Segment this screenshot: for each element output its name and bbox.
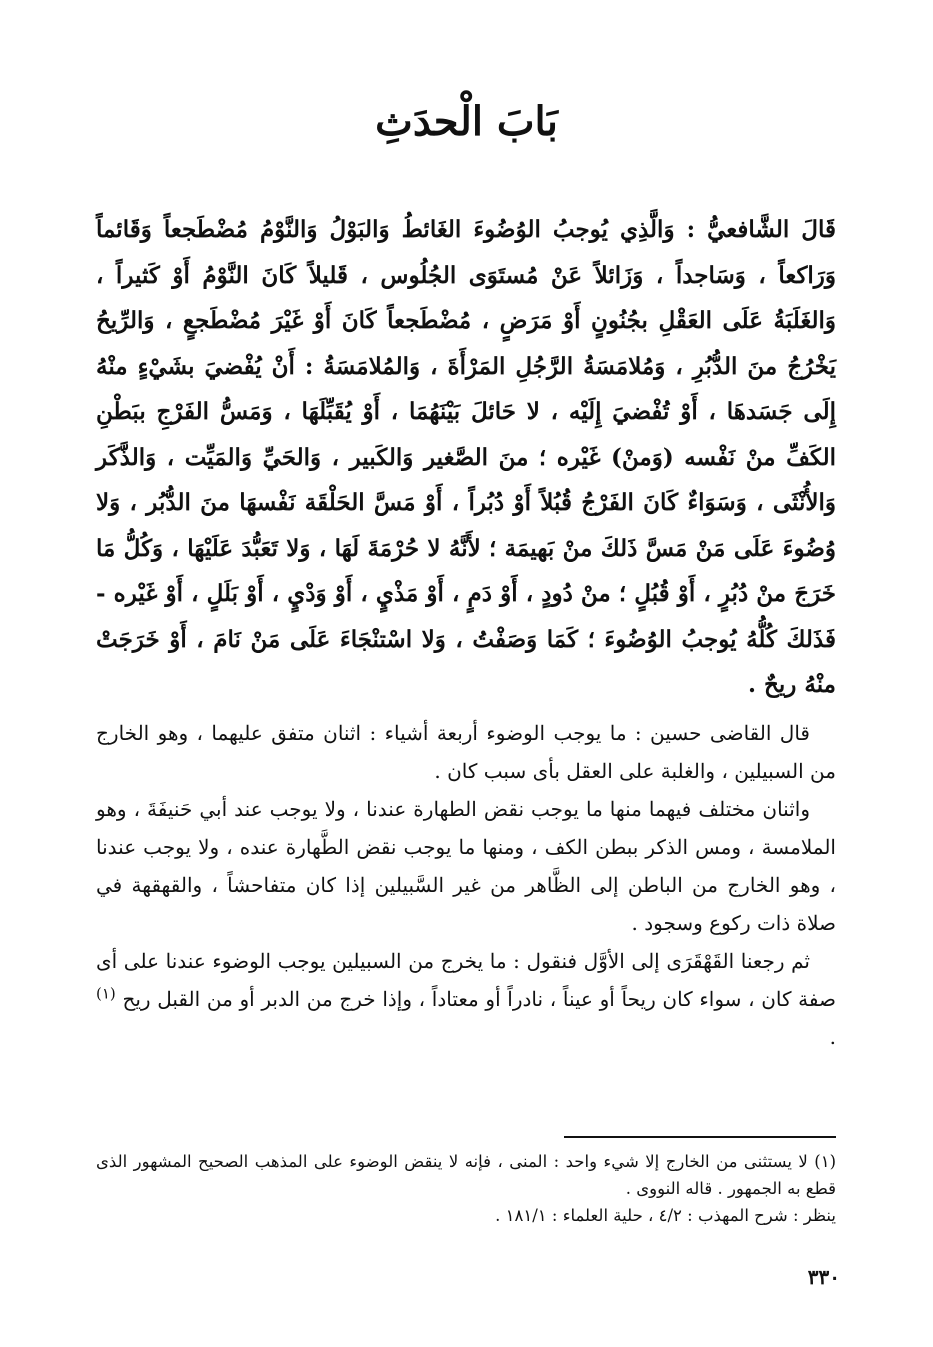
matn-paragraph: قَالَ الشَّافعيُّ : وَالَّذِي يُوجبُ الوُضُوءَ الغَائطُ وَالبَوْلُ وَالنَّوْمُ مُضْطَجعاً وَقَائماً وَرَاكعاً ، وَسَاجداً ، وَزَائلاً عَنْ مُستَوَى الجُلُوس ، قَليلاً كَانَ النَّوْمُ أَوْ كَثيراً ، وَالغَلَبَةُ عَلَى العَقْلِ بجُنُونٍ أَوْ مَرَضٍ ، مُضْطَجعاً كَانَ أَوْ غَيْرَ مُضْطَجعٍ ، وَالرِّيحُ يَخْرُجُ منَ الدُّبُرِ ، وَمُلامَسَةُ الرَّجُلِ المَرْأَةَ ، وَالمُلامَسَةُ : أَنْ يُفْضيَ بشَيْءٍ منْهُ إِلَى جَسَدهَا ، أَوْ تُفْضيَ إِلَيْه ، لا حَائلَ بَيْنَهُمَا ، أَوْ يُقَبِّلَهَا ، وَمَسُّ الفَرْجِ ببَطْنِ الكَفِّ منْ نَفْسه (وَمنْ) غَيْره ؛ منَ الصَّغير وَالكَبير ، وَالحَيِّ وَالمَيِّت ، وَالذَّكَر وَالأُنْثَى ، وَسَوَاءٌ كَانَ الفَرْجُ قُبُلاً أَوْ دُبُراً ، أَوْ مَسَّ الحَلْقَة نَفْسهَا منَ الدُّبُر ، وَلا وُضُوءَ عَلَى مَنْ مَسَّ ذَلكَ منْ بَهيمَة ؛ لأَنَّهُ لا حُرْمَةَ لَهَا ، وَلا تَعَبُّدَ عَلَيْهَا ، وَكُلُّ مَا خَرَجَ منْ دُبُرٍ ، أَوْ قُبُلٍ ؛ منْ دُودٍ ، أَوْ دَمٍ ، أَوْ مَذْيٍ ، أَوْ وَدْيٍ ، أَوْ بَلَلٍ ، أَوْ غَيْره - فَذَلكَ كُلُّهُ يُوجبُ الوُضُوءَ ؛ كَمَا وَصَفْتُ ، وَلا اسْتنْجَاءَ عَلَى مَنْ نَامَ ، أَوْ خَرَجَتْ منْهُ ريحٌ . (96, 216, 836, 698)
sharh-paragraph-1: قال القاضى حسين : ما يوجب الوضوء أربعة أشياء : اثنان متفق عليهما ، وهو الخارج من السبيلين ، والغلبة على العقل بأى سبب كان . (96, 720, 836, 783)
footnotes (96, 1148, 836, 1229)
footnote-1: (١) لا يستثنى من الخارج إلا شيء واحد : المنى ، فإنه لا ينقض الوضوء على المذهب الصحيح المشهور الذى قطع به الجمهور . قاله النووى . (96, 1152, 836, 1198)
chapter-title: بَابَ الْحدَثِ (375, 98, 558, 145)
main-text (96, 207, 836, 1056)
sharh-paragraph-3-text: ثم رجعنا القَهْقَرَى إلى الأوَّل فنقول : ما يخرج من السبيلين يوجب الوضوء عندنا على أى صفة كان ، سواء كان ريحاً أو عيناً ، نادراً أو معتاداً ، وإذا خرج من الدبر أو من القبل ريح (96, 948, 836, 1011)
footnote-separator (564, 1136, 836, 1138)
page-number: ٣٣٠ (807, 1265, 840, 1289)
sharh-paragraph-3-end: . (829, 1024, 836, 1049)
sharh-paragraph-2: واثنان مختلف فيهما منها ما يوجب نقض الطهارة عندنا ، ولا يوجب عند أبي حَنيفَةَ ، وهو الملامسة ، ومس الذكر ببطن الكف ، ومنها ما يوجب نقض الطَّهارة عنده ، ولا يوجب عندنا ، وهو الخارج من الباطن إلى الظَّاهر من غير السَّبيلين إذا كان متفاحشاً ، والقهقهة في صلاة ذات ركوع وسجود . (96, 796, 836, 935)
footnote-reference[interactable]: (١) (96, 983, 116, 1002)
footnote-1-reference: ينظر : شرح المهذب : ٤/٢ ، حلية العلماء : ١٨١/١ . (495, 1206, 836, 1225)
sharh-paragraph-3 (96, 942, 836, 1056)
